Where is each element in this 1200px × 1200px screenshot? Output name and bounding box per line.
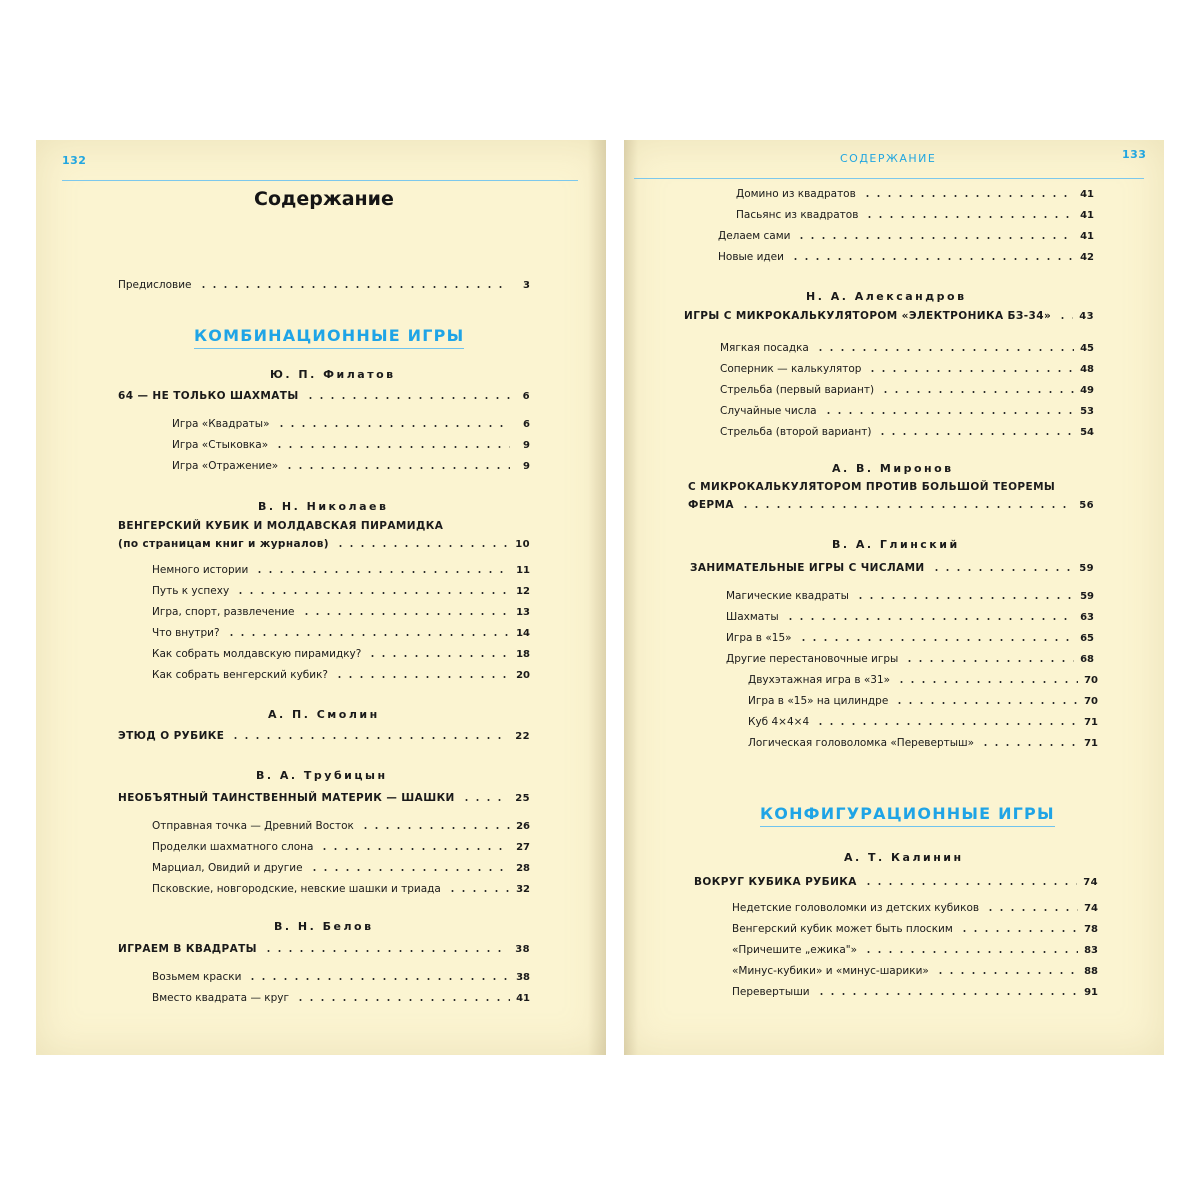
entry-page: 6 [522,391,530,402]
leader-dots [263,950,509,952]
leader-dots [880,391,1074,393]
toc-entry-main[interactable] [694,872,1098,888]
entry-page: 28 [516,863,530,874]
toc-entry[interactable] [720,380,1094,396]
leader-dots [226,634,510,636]
leader-dots [785,618,1074,620]
gutter-shadow [624,140,638,1055]
leader-dots [309,869,510,871]
entry-page: 59 [1079,563,1094,574]
entry-label: «Причешите „ежика"» [732,944,858,956]
entry-label: ЭТЮД О РУБИКЕ [118,730,225,742]
leader-dots [823,412,1074,414]
entry-label: Домино из квадратов [736,188,856,200]
leader-dots [254,571,510,573]
entry-label: Как собрать венгерский кубик? [152,669,329,681]
entry-page: 42 [1080,252,1094,263]
leader-dots [367,655,510,657]
toc-entry[interactable] [720,401,1094,417]
page-number: 132 [62,154,87,167]
entry-label: «Минус-кубики» и «минус-шарики» [732,965,929,977]
toc-entry[interactable] [118,275,530,291]
toc-entry[interactable] [718,226,1094,242]
leader-dots [1057,317,1073,319]
entry-label: ФЕРМА [688,499,734,511]
leader-dots [815,723,1078,725]
entry-label: Отправная точка — Древний Восток [152,820,354,832]
leader-dots [461,799,510,801]
entry-page: 63 [1080,612,1094,623]
right-page [624,140,1164,1055]
toc-entry[interactable] [172,414,530,430]
leader-dots [235,592,510,594]
toc-entry[interactable] [748,733,1098,749]
toc-entry[interactable] [152,623,530,639]
leader-dots [798,639,1074,641]
leader-dots [301,613,510,615]
toc-entry[interactable] [748,670,1098,686]
page-title: Содержание [254,188,394,210]
entry-label: Игра «Квадраты» [172,418,270,430]
leader-dots [360,827,510,829]
leader-dots [863,951,1078,953]
entry-page: 59 [1080,591,1094,602]
toc-entry[interactable] [726,586,1094,602]
entry-label: Куб 4×4×4 [748,716,810,728]
entry-page: 12 [516,586,530,597]
entry-label: Игра, спорт, развлечение [152,606,295,618]
toc-entry[interactable] [736,205,1094,221]
header-rule [62,180,578,181]
leader-dots [896,681,1078,683]
leader-dots [815,349,1074,351]
toc-entry-main-line1[interactable]: ВЕНГЕРСКИЙ КУБИК И МОЛДАВСКАЯ ПИРАМИДКА [118,520,444,532]
toc-entry[interactable] [152,988,530,1004]
entry-page: 3 [523,280,530,291]
entry-label: Перевертыши [732,986,810,998]
entry-label: Мягкая посадка [720,342,809,354]
toc-entry[interactable] [152,816,530,832]
entry-page: 91 [1084,987,1098,998]
leader-dots [935,972,1078,974]
toc-entry[interactable] [152,644,530,660]
entry-label: Недетские головоломки из детских кубиков [732,902,980,914]
entry-page: 41 [516,993,530,1004]
section-heading: КОМБИНАЦИОННЫЕ ИГРЫ [194,326,464,349]
leader-dots [305,397,510,399]
toc-entry[interactable] [152,560,530,576]
toc-entry[interactable] [172,435,530,451]
leader-dots [877,433,1074,435]
toc-entry-main[interactable] [688,495,1094,511]
entry-page: 65 [1080,633,1094,644]
entry-label: Игра в «15» на цилиндре [748,695,889,707]
author-name: В. А. Глинский [832,538,960,551]
author-name: Ю. П. Филатов [270,368,396,381]
left-page [36,140,606,1055]
entry-label: Делаем сами [718,230,791,242]
toc-entry[interactable] [726,607,1094,623]
entry-label: (по страницам книг и журналов) [118,538,329,550]
entry-page: 83 [1084,945,1098,956]
leader-dots [276,425,511,427]
leader-dots [931,569,1074,571]
leader-dots [198,286,511,288]
entry-page: 68 [1080,654,1094,665]
leader-dots [904,660,1074,662]
entry-label: НЕОБЪЯТНЫЙ ТАИНСТВЕННЫЙ МАТЕРИК — ШАШКИ [118,792,455,804]
entry-page: 70 [1084,696,1098,707]
leader-dots [295,999,510,1001]
author-name: Н. А. Александров [806,290,967,303]
toc-entry[interactable] [732,961,1098,977]
entry-label: Случайные числа [720,405,817,417]
page-number: 133 [1122,148,1147,161]
entry-page: 41 [1080,210,1094,221]
leader-dots [740,506,1073,508]
author-name: В. Н. Николаев [258,500,389,513]
entry-label: Венгерский кубик может быть плоским [732,923,953,935]
entry-label: Новые идеи [718,251,784,263]
entry-page: 53 [1080,406,1094,417]
toc-entry-main[interactable] [118,726,530,742]
entry-label: ВОКРУГ КУБИКА РУБИКА [694,876,857,888]
leader-dots [247,978,510,980]
entry-label: ИГРАЕМ В КВАДРАТЫ [118,943,257,955]
toc-entry[interactable] [732,940,1098,956]
leader-dots [894,702,1078,704]
entry-page: 9 [523,461,530,472]
entry-label: Другие перестановочные игры [726,653,899,665]
entry-page: 6 [523,419,530,430]
entry-label: Шахматы [726,611,779,623]
entry-page: 71 [1084,717,1098,728]
author-name: В. Н. Белов [274,920,374,933]
entry-page: 70 [1084,675,1098,686]
author-name: А. В. Миронов [832,462,954,475]
toc-entry-main[interactable] [118,939,530,955]
header-rule [634,178,1144,179]
entry-page: 38 [516,972,530,983]
leader-dots [980,744,1078,746]
leader-dots [985,909,1078,911]
toc-entry[interactable] [748,712,1098,728]
entry-page: 49 [1080,385,1094,396]
entry-page: 27 [516,842,530,853]
leader-dots [274,446,510,448]
entry-page: 56 [1079,500,1094,511]
entry-page: 43 [1079,311,1094,322]
entry-page: 41 [1080,231,1094,242]
toc-entry[interactable] [736,184,1094,200]
toc-entry-main[interactable] [118,788,530,804]
toc-entry[interactable] [726,628,1094,644]
toc-entry[interactable] [720,359,1094,375]
entry-page: 74 [1084,903,1098,914]
entry-label: Как собрать молдавскую пирамидку? [152,648,362,660]
entry-page: 38 [515,944,530,955]
leader-dots [855,597,1074,599]
leader-dots [790,258,1074,260]
entry-label: Марциал, Овидий и другие [152,862,303,874]
entry-label: Магические квадраты [726,590,849,602]
leader-dots [334,676,510,678]
entry-page: 88 [1084,966,1098,977]
toc-entry[interactable] [152,967,530,983]
entry-page: 54 [1080,427,1094,438]
entry-label: Возьмем краски [152,971,242,983]
entry-page: 32 [516,884,530,895]
toc-entry-main[interactable] [118,534,530,550]
leader-dots [816,993,1078,995]
toc-entry[interactable] [152,837,530,853]
leader-dots [862,195,1074,197]
entry-label: Игра «Стыковка» [172,439,269,451]
leader-dots [796,237,1074,239]
leader-dots [335,545,509,547]
toc-entry-main-line1[interactable]: С МИКРОКАЛЬКУЛЯТОРОМ ПРОТИВ БОЛЬШОЙ ТЕОРЕМЫ [688,481,1056,493]
entry-page: 14 [516,628,530,639]
entry-label: Двухэтажная игра в «31» [748,674,891,686]
author-name: А. П. Смолин [268,708,380,721]
entry-page: 9 [523,440,530,451]
entry-page: 74 [1083,877,1098,888]
toc-entry[interactable] [152,858,530,874]
toc-entry[interactable] [732,919,1098,935]
entry-page: 10 [515,539,530,550]
toc-entry[interactable] [152,581,530,597]
entry-label: Соперник — калькулятор [720,363,862,375]
gutter-shadow [588,140,606,1055]
leader-dots [959,930,1078,932]
entry-label: Путь к успеху [152,585,230,597]
author-name: В. А. Трубицын [256,769,388,782]
entry-label: Логическая головоломка «Перевертыш» [748,737,975,749]
author-name: А. Т. Калинин [844,851,964,864]
entry-label: ЗАНИМАТЕЛЬНЫЕ ИГРЫ С ЧИСЛАМИ [690,562,925,574]
entry-page: 78 [1084,924,1098,935]
toc-entry-main[interactable] [118,386,530,402]
entry-page: 11 [516,565,530,576]
toc-entry[interactable] [172,456,530,472]
entry-page: 22 [515,731,530,742]
leader-dots [447,890,510,892]
entry-page: 26 [516,821,530,832]
toc-entry[interactable] [726,649,1094,665]
toc-entry[interactable] [152,665,530,681]
entry-page: 25 [515,793,530,804]
entry-label: Стрельба (первый вариант) [720,384,875,396]
leader-dots [867,370,1074,372]
toc-entry[interactable] [152,602,530,618]
leader-dots [319,848,510,850]
toc-entry[interactable] [732,898,1098,914]
toc-entry[interactable] [748,691,1098,707]
entry-label: Пасьянс из квадратов [736,209,859,221]
leader-dots [864,216,1074,218]
entry-label: Предисловие [118,279,192,291]
entry-page: 45 [1080,343,1094,354]
leader-dots [284,467,510,469]
toc-entry[interactable] [732,982,1098,998]
entry-label: Псковские, новгородские, невские шашки и триада [152,883,441,895]
toc-entry[interactable] [718,247,1094,263]
entry-label: Игра «Отражение» [172,460,279,472]
entry-page: 18 [516,649,530,660]
toc-entry-main[interactable] [684,306,1094,322]
entry-page: 20 [516,670,530,681]
entry-page: 41 [1080,189,1094,200]
entry-label: Немного истории [152,564,249,576]
entry-label: Игра в «15» [726,632,792,644]
entry-label: Что внутри? [152,627,220,639]
entry-label: 64 — НЕ ТОЛЬКО ШАХМАТЫ [118,390,299,402]
section-heading: КОНФИГУРАЦИОННЫЕ ИГРЫ [760,804,1055,827]
entry-label: ИГРЫ С МИКРОКАЛЬКУЛЯТОРОМ «ЭЛЕКТРОНИКА БЗ-34» [684,310,1052,322]
leader-dots [863,883,1078,885]
toc-entry[interactable] [720,338,1094,354]
toc-entry[interactable] [720,422,1094,438]
entry-page: 48 [1080,364,1094,375]
running-head: СОДЕРЖАНИЕ [840,152,937,165]
entry-label: Вместо квадрата — круг [152,992,290,1004]
entry-page: 13 [516,607,530,618]
toc-entry-main[interactable] [690,558,1094,574]
entry-label: Стрельба (второй вариант) [720,426,872,438]
entry-page: 71 [1084,738,1098,749]
toc-entry[interactable] [152,879,530,895]
entry-label: Проделки шахматного слона [152,841,314,853]
leader-dots [230,737,509,739]
